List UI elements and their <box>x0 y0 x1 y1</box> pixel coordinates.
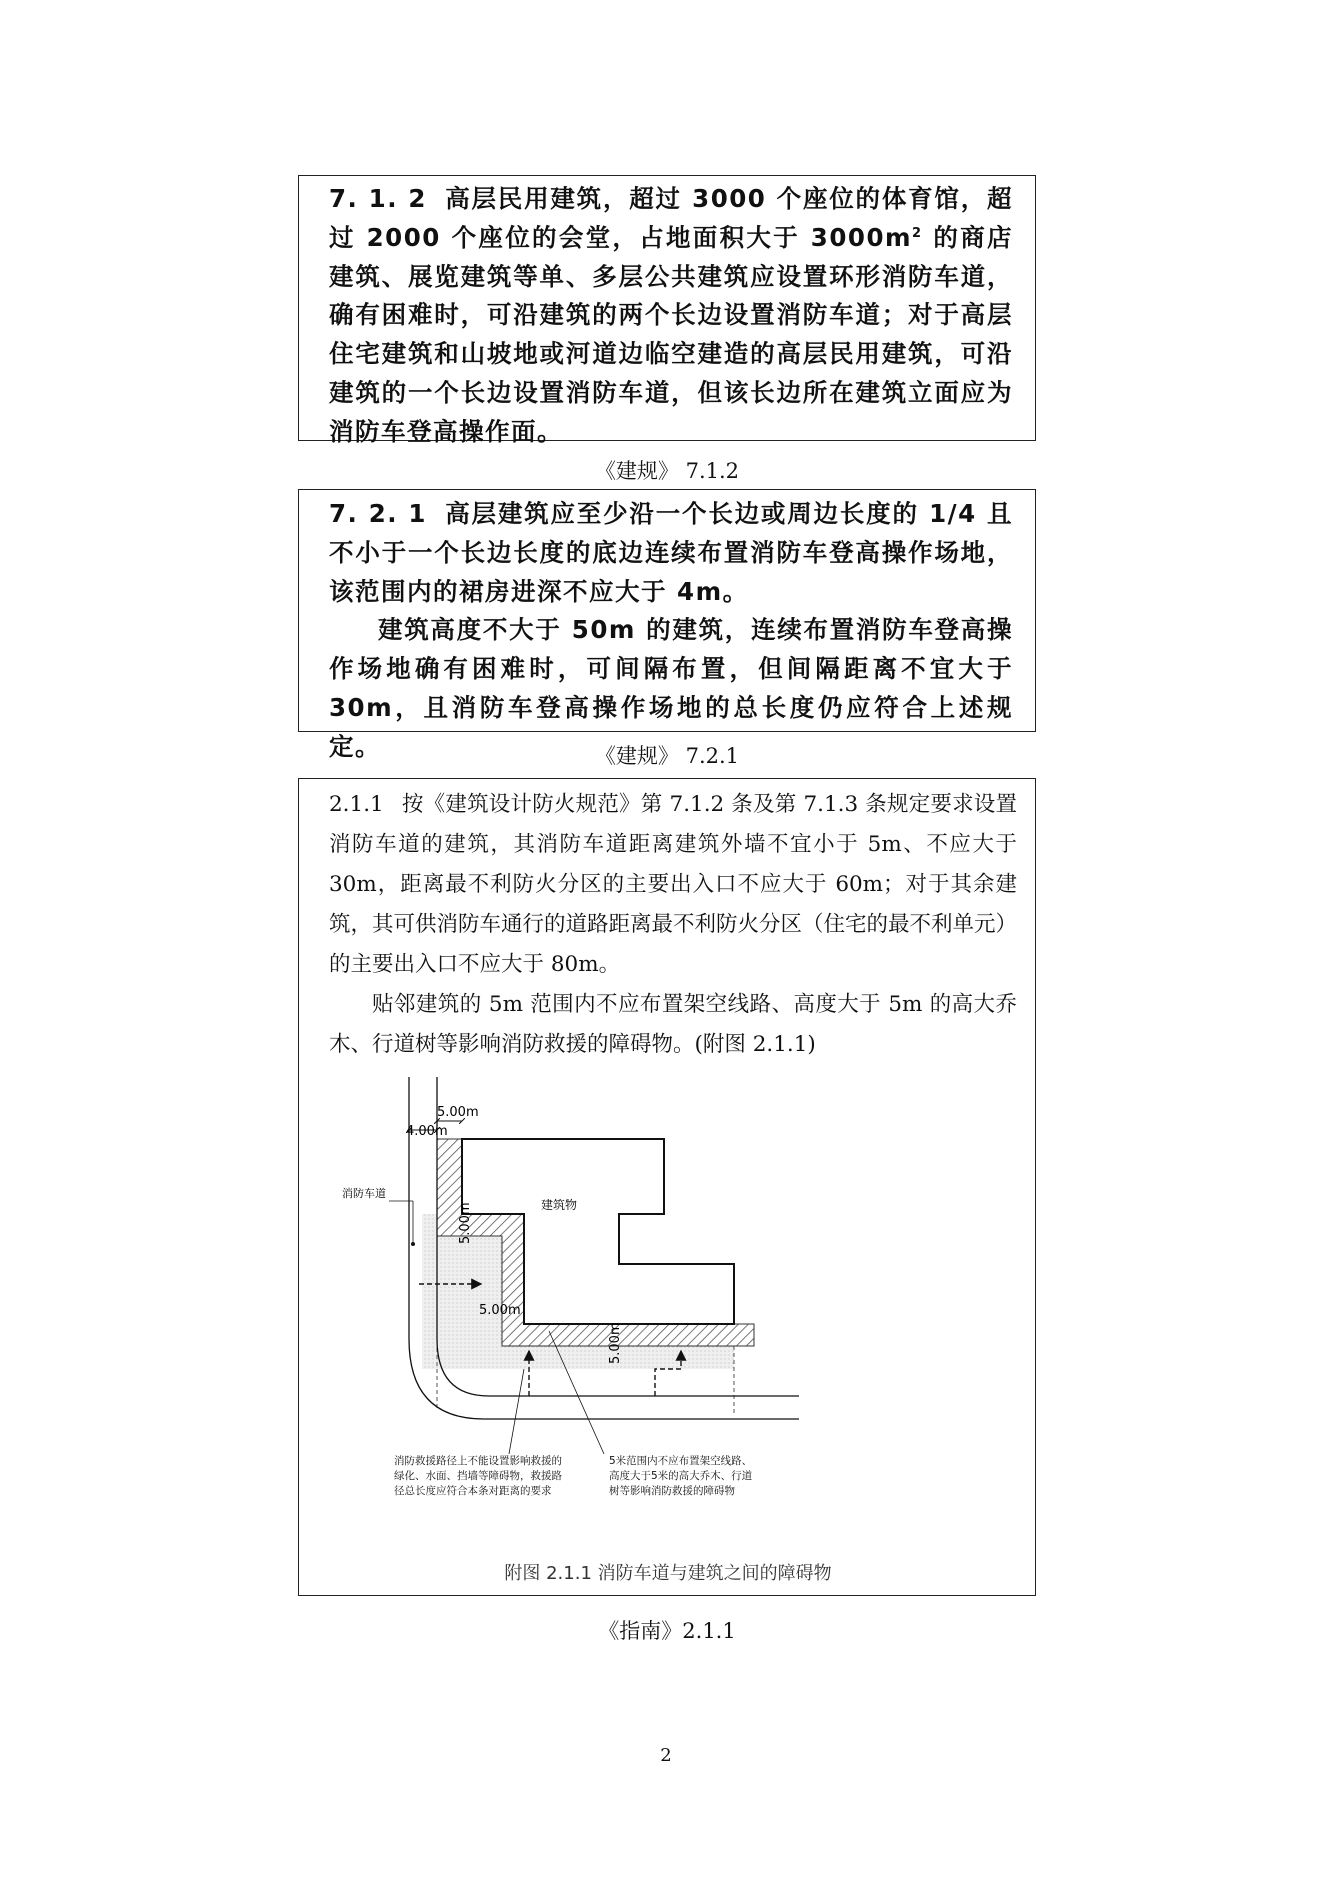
svg-text:径总长度应符合本条对距离的要求: 径总长度应符合本条对距离的要求 <box>394 1485 552 1497</box>
dim-label-5m-top: 5.00m <box>437 1105 479 1120</box>
guide-2-1-1-box <box>298 778 1036 1596</box>
caption-7-2-1: 《建规》 7.2.1 <box>594 744 740 768</box>
dim-label-5m-bottom: 5.00m <box>608 1322 623 1364</box>
article-7-2-1-para2: 建筑高度不大于 50m 的建筑，连续布置消防车登高操作场地确有困难时，可间隔布置，但间隔距离不宜大于 30m，且消防车登高操作场地的总长度仍应符合上述规定。 <box>329 615 1013 761</box>
road-label: 消防车道 <box>342 1187 386 1200</box>
article-7-2-1-para1: 7. 2. 1 高层建筑应至少沿一个长边或周边长度的 1/4 且不小于一个长边长度的底边连续布置消防车登高操作场地，该范围内的裙房进深不应大于 4m。 <box>329 499 1013 606</box>
figure-fire-lane-diagram <box>342 1069 939 1559</box>
svg-text:5米范围内不应布置架空线路、: 5米范围内不应布置架空线路、 <box>609 1455 753 1467</box>
note-left <box>394 1454 562 1497</box>
dim-label-5m-inner: 5.00m <box>479 1303 521 1318</box>
guide-para1: 2.1.1 按《建筑设计防火规范》第 7.1.2 条及第 7.1.3 条规定要求设置消防车道的建筑，其消防车道距离建筑外墙不宜小于 5m、不应大于 30m，距离最不利防火分区的主要出入口不应大于 60m；对于其余建筑，其可供消防车通行的道路距离最不利防火分区（住宅的最不利单元）的主要出入口不应大于 80m。 <box>329 792 1018 977</box>
caption-7-1-2: 《建规》 7.1.2 <box>594 459 740 483</box>
guide-number: 2.1.1 <box>329 792 384 817</box>
guide-text <box>299 779 1035 1065</box>
article-number: 7. 1. 2 <box>329 184 427 213</box>
dim-label-4m: 4.00m <box>406 1124 448 1139</box>
building-label: 建筑物 <box>541 1198 578 1212</box>
dim-label-5m-left: 5.00m <box>458 1202 473 1244</box>
svg-text:高度大于5米的高大乔木、行道: 高度大于5米的高大乔木、行道 <box>609 1470 753 1482</box>
dimension-top <box>406 1105 479 1139</box>
svg-text:消防救援路径上不能设置影响救援的: 消防救援路径上不能设置影响救援的 <box>394 1455 562 1467</box>
figure-caption: 附图 2.1.1 消防车道与建筑之间的障碍物 <box>504 1563 832 1584</box>
caption-guide-2-1-1: 《指南》2.1.1 <box>598 1619 736 1643</box>
guide-para2: 贴邻建筑的 5m 范围内不应布置架空线路、高度大于 5m 的高大乔木、行道树等影响消防救援的障碍物。(附图 2.1.1) <box>329 992 1017 1057</box>
page-number: 2 <box>660 1745 672 1766</box>
article-7-1-2-box <box>298 175 1036 446</box>
article-7-1-2-text: 7. 1. 2 高层民用建筑，超过 3000 个座位的体育馆，超过 2000 个座位的会堂，占地面积大于 $3000m^2$ 的商店建筑、展览建筑等单、多层公共建筑应设置环形消防车道，确有困难时，可沿建筑的两个长边设置消防车道；对于高层住宅建筑和山坡地或河道边临空建造的高层民用建筑，可沿建筑的一个长边设置消防车道，但该长边所在建筑立面应为消防车登高操作面。 <box>329 184 1013 446</box>
superscript: 2 <box>912 225 923 241</box>
note-right <box>609 1454 753 1497</box>
svg-text:树等影响消防救援的障碍物: 树等影响消防救援的障碍物 <box>609 1485 735 1497</box>
svg-text:绿化、水面、挡墙等障碍物，救援路: 绿化、水面、挡墙等障碍物，救援路 <box>394 1470 562 1482</box>
article-number: 7. 2. 1 <box>329 499 427 528</box>
